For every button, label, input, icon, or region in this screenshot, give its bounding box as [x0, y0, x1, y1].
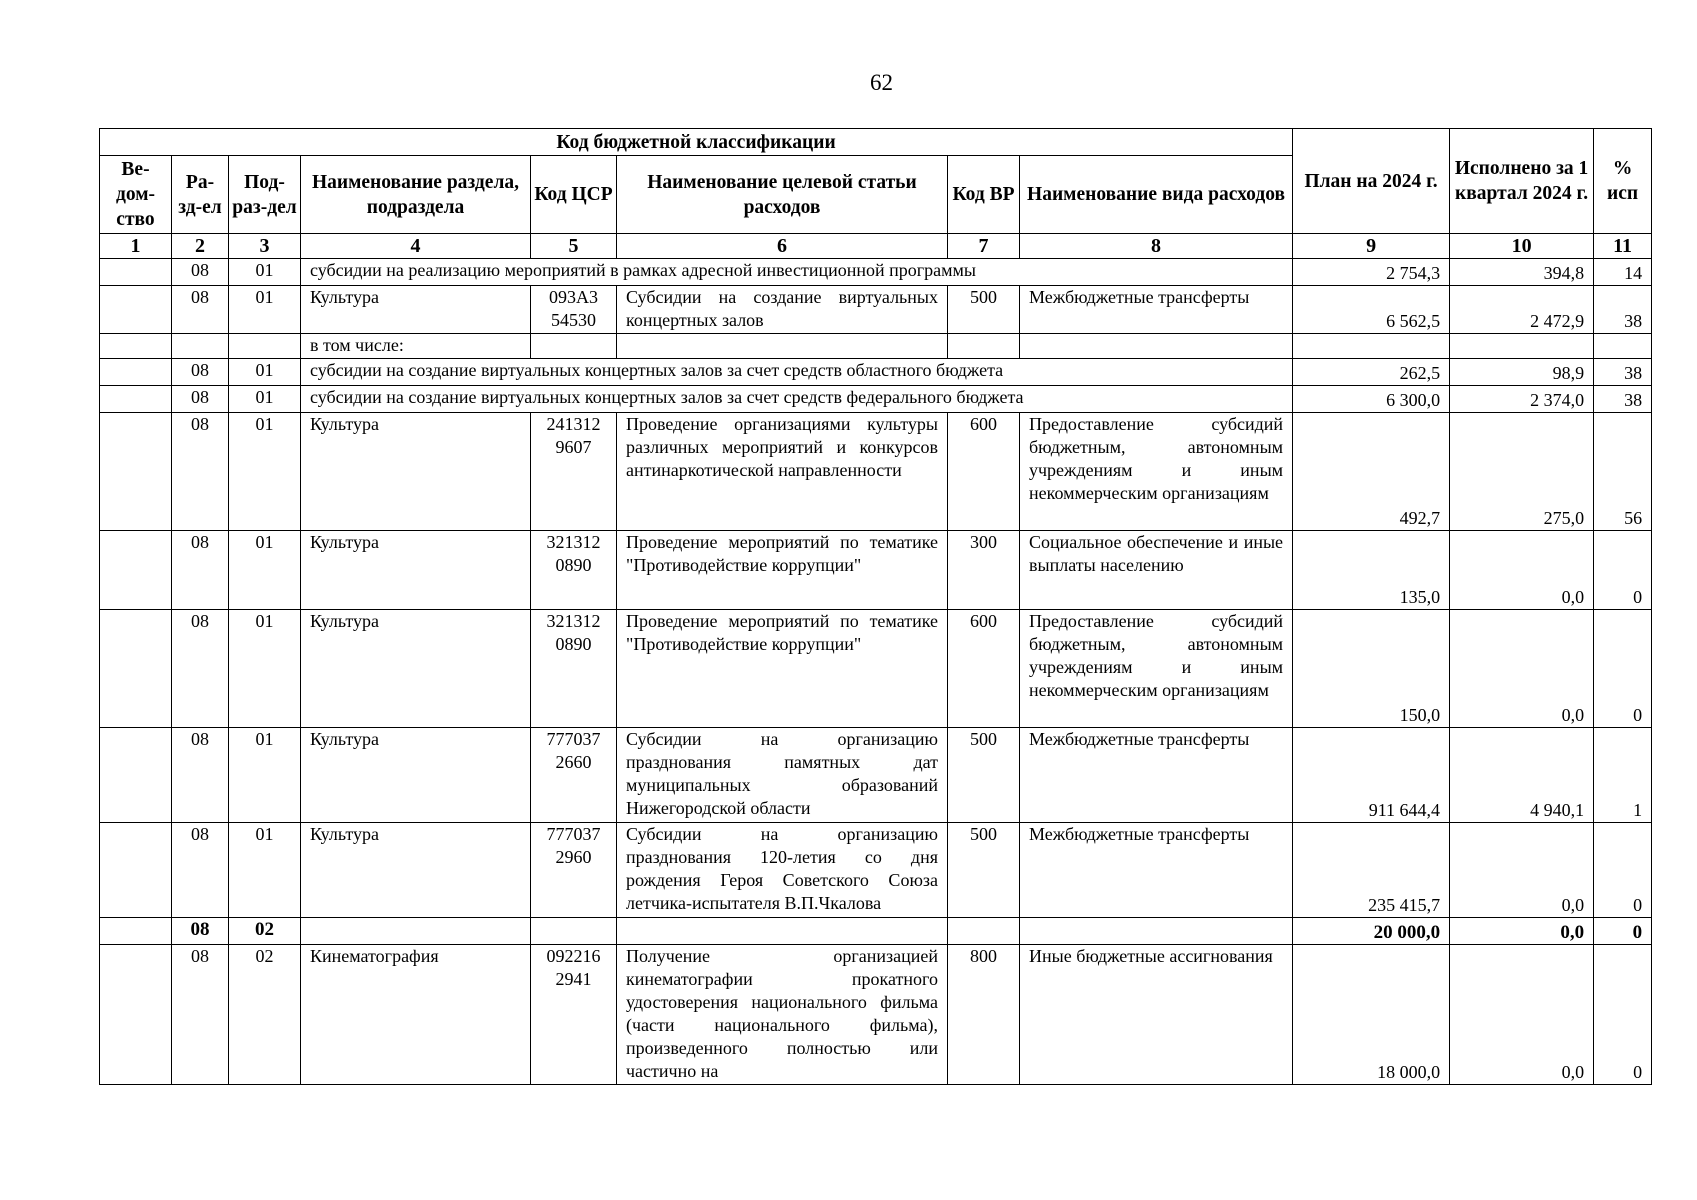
vedomstvo-cell	[100, 823, 172, 918]
done-cell: 0,0	[1450, 945, 1594, 1085]
done-cell: 4 940,1	[1450, 728, 1594, 823]
pct-cell: 38	[1594, 286, 1652, 334]
article-name-cell: Получение организацией кинематографии прокатного удостоверения национального фильма (части национального фильма), произведенного полностью или частично на	[617, 945, 948, 1085]
section-name-cell: Кинематография	[301, 945, 531, 1085]
section-name-cell	[301, 918, 531, 945]
expense-kind-cell: Предоставление субсидий бюджетным, автономным учреждениям и иным некоммерческим организациям	[1020, 413, 1293, 531]
pct-cell: 0	[1594, 610, 1652, 728]
csr-code-cell	[531, 918, 617, 945]
vr-code-cell: 600	[948, 413, 1020, 531]
table-row	[100, 945, 1652, 1085]
span-text-cell: субсидии на реализацию мероприятий в рамках адресной инвестиционной программы	[301, 259, 1293, 286]
vedomstvo-cell	[100, 259, 172, 286]
vedomstvo-cell	[100, 728, 172, 823]
razdel-cell	[172, 334, 229, 359]
podrazdel-cell: 01	[229, 823, 301, 918]
done-cell: 0,0	[1450, 823, 1594, 918]
col-number: 10	[1450, 234, 1594, 259]
col-header-2: Ра-зд-ел	[172, 156, 229, 234]
table-row	[100, 728, 1652, 823]
col-number: 8	[1020, 234, 1293, 259]
expense-kind-cell: Межбюджетные трансферты	[1020, 728, 1293, 823]
expense-kind-cell: Предоставление субсидий бюджетным, автономным учреждениям и иным некоммерческим организациям	[1020, 610, 1293, 728]
vedomstvo-cell	[100, 286, 172, 334]
vedomstvo-cell	[100, 918, 172, 945]
razdel-cell: 08	[172, 413, 229, 531]
podrazdel-cell: 01	[229, 386, 301, 413]
article-name-cell	[617, 334, 948, 359]
col-number: 4	[301, 234, 531, 259]
pct-cell: 0	[1594, 945, 1652, 1085]
csr-code-cell: 777037 2960	[531, 823, 617, 918]
pct-cell: 14	[1594, 259, 1652, 286]
plan-cell: 911 644,4	[1293, 728, 1450, 823]
vr-code-cell: 500	[948, 728, 1020, 823]
section-name-cell: Культура	[301, 823, 531, 918]
pct-cell: 38	[1594, 386, 1652, 413]
pct-cell: 0	[1594, 531, 1652, 610]
section-name-cell: Культура	[301, 531, 531, 610]
podrazdel-cell: 01	[229, 359, 301, 386]
table-row	[100, 359, 1652, 386]
razdel-cell: 08	[172, 823, 229, 918]
vedomstvo-cell	[100, 945, 172, 1085]
pct-cell: 38	[1594, 359, 1652, 386]
expense-kind-cell	[1020, 918, 1293, 945]
vr-code-cell: 300	[948, 531, 1020, 610]
vr-code-cell: 600	[948, 610, 1020, 728]
section-name-cell: Культура	[301, 413, 531, 531]
plan-cell: 492,7	[1293, 413, 1450, 531]
done-cell: 0,0	[1450, 610, 1594, 728]
table-row	[100, 386, 1652, 413]
col-number: 1	[100, 234, 172, 259]
section-name-cell: в том числе:	[301, 334, 531, 359]
razdel-cell: 08	[172, 359, 229, 386]
razdel-cell: 08	[172, 728, 229, 823]
col-header-7: Код ВР	[948, 156, 1020, 234]
done-cell: 98,9	[1450, 359, 1594, 386]
page-number: 62	[870, 70, 893, 95]
done-cell: 0,0	[1450, 918, 1594, 945]
csr-code-cell: 321312 0890	[531, 531, 617, 610]
col-header-1: Ве-дом-ство	[100, 156, 172, 234]
vedomstvo-cell	[100, 386, 172, 413]
razdel-cell: 08	[172, 610, 229, 728]
section-name-cell: Культура	[301, 610, 531, 728]
done-cell	[1450, 334, 1594, 359]
razdel-cell: 08	[172, 386, 229, 413]
done-cell: 275,0	[1450, 413, 1594, 531]
subtotal-row	[100, 918, 1652, 945]
done-cell: 2 472,9	[1450, 286, 1594, 334]
col-header-3: Под-раз-дел	[229, 156, 301, 234]
article-name-cell: Проведение организациями культуры различных мероприятий и конкурсов антинаркотической направленности	[617, 413, 948, 531]
col-number: 7	[948, 234, 1020, 259]
podrazdel-cell: 01	[229, 259, 301, 286]
plan-cell	[1293, 334, 1450, 359]
expense-kind-cell: Межбюджетные трансферты	[1020, 286, 1293, 334]
vr-code-cell: 800	[948, 945, 1020, 1085]
plan-cell: 262,5	[1293, 359, 1450, 386]
csr-code-cell: 777037 2660	[531, 728, 617, 823]
col-header-9: План на 2024 г.	[1293, 129, 1450, 234]
col-number: 5	[531, 234, 617, 259]
col-header-11: % исп	[1594, 129, 1652, 234]
expense-kind-cell: Социальное обеспечение и иные выплаты населению	[1020, 531, 1293, 610]
vedomstvo-cell	[100, 610, 172, 728]
plan-cell: 235 415,7	[1293, 823, 1450, 918]
podrazdel-cell: 01	[229, 413, 301, 531]
table-row	[100, 610, 1652, 728]
table-row	[100, 823, 1652, 918]
budget-table	[99, 128, 1652, 1085]
table-row	[100, 413, 1652, 531]
pct-cell: 1	[1594, 728, 1652, 823]
col-header-8: Наименование вида расходов	[1020, 156, 1293, 234]
done-cell: 2 374,0	[1450, 386, 1594, 413]
article-name-cell: Субсидии на организацию празднования памятных дат муниципальных образований Нижегородской области	[617, 728, 948, 823]
col-number: 11	[1594, 234, 1652, 259]
done-cell: 0,0	[1450, 531, 1594, 610]
pct-cell: 56	[1594, 413, 1652, 531]
vr-code-cell: 500	[948, 286, 1020, 334]
podrazdel-cell: 01	[229, 610, 301, 728]
razdel-cell: 08	[172, 918, 229, 945]
podrazdel-cell: 01	[229, 728, 301, 823]
expense-kind-cell: Межбюджетные трансферты	[1020, 823, 1293, 918]
col-header-4: Наименование раздела, подраздела	[301, 156, 531, 234]
span-text-cell: субсидии на создание виртуальных концертных залов за счет средств областного бюджета	[301, 359, 1293, 386]
article-name-cell: Проведение мероприятий по тематике "Противодействие коррупции"	[617, 531, 948, 610]
col-number: 2	[172, 234, 229, 259]
col-number: 3	[229, 234, 301, 259]
col-number: 6	[617, 234, 948, 259]
article-name-cell: Проведение мероприятий по тематике "Противодействие коррупции"	[617, 610, 948, 728]
podrazdel-cell: 02	[229, 945, 301, 1085]
csr-code-cell: 321312 0890	[531, 610, 617, 728]
razdel-cell: 08	[172, 531, 229, 610]
csr-code-cell: 092216 2941	[531, 945, 617, 1085]
col-number: 9	[1293, 234, 1450, 259]
csr-code-cell: 241312 9607	[531, 413, 617, 531]
article-name-cell: Субсидии на организацию празднования 120-летия со дня рождения Героя Советского Союза летчика-испытателя В.П.Чкалова	[617, 823, 948, 918]
razdel-cell: 08	[172, 286, 229, 334]
pct-cell	[1594, 334, 1652, 359]
table-row	[100, 286, 1652, 334]
article-name-cell	[617, 918, 948, 945]
section-name-cell: Культура	[301, 286, 531, 334]
csr-code-cell: 093A3 54530	[531, 286, 617, 334]
vedomstvo-cell	[100, 413, 172, 531]
table-row	[100, 531, 1652, 610]
span-text-cell: субсидии на создание виртуальных концертных залов за счет средств федерального бюджета	[301, 386, 1293, 413]
col-header-5: Код ЦСР	[531, 156, 617, 234]
plan-cell: 135,0	[1293, 531, 1450, 610]
podrazdel-cell	[229, 334, 301, 359]
plan-cell: 20 000,0	[1293, 918, 1450, 945]
podrazdel-cell: 01	[229, 531, 301, 610]
plan-cell: 2 754,3	[1293, 259, 1450, 286]
vedomstvo-cell	[100, 359, 172, 386]
vr-code-cell: 500	[948, 823, 1020, 918]
podrazdel-cell: 02	[229, 918, 301, 945]
vedomstvo-cell	[100, 531, 172, 610]
plan-cell: 6 300,0	[1293, 386, 1450, 413]
vedomstvo-cell	[100, 334, 172, 359]
plan-cell: 6 562,5	[1293, 286, 1450, 334]
table-row	[100, 259, 1652, 286]
razdel-cell: 08	[172, 259, 229, 286]
done-cell: 394,8	[1450, 259, 1594, 286]
article-name-cell: Субсидии на создание виртуальных концертных залов	[617, 286, 948, 334]
group-header: Код бюджетной классификации	[100, 129, 1293, 156]
pct-cell: 0	[1594, 823, 1652, 918]
plan-cell: 18 000,0	[1293, 945, 1450, 1085]
expense-kind-cell: Иные бюджетные ассигнования	[1020, 945, 1293, 1085]
razdel-cell: 08	[172, 945, 229, 1085]
plan-cell: 150,0	[1293, 610, 1450, 728]
table-row	[100, 334, 1652, 359]
pct-cell: 0	[1594, 918, 1652, 945]
expense-kind-cell	[1020, 334, 1293, 359]
section-name-cell: Культура	[301, 728, 531, 823]
podrazdel-cell: 01	[229, 286, 301, 334]
col-header-10: Исполнено за 1 квартал 2024 г.	[1450, 129, 1594, 234]
vr-code-cell	[948, 334, 1020, 359]
col-header-6: Наименование целевой статьи расходов	[617, 156, 948, 234]
csr-code-cell	[531, 334, 617, 359]
vr-code-cell	[948, 918, 1020, 945]
